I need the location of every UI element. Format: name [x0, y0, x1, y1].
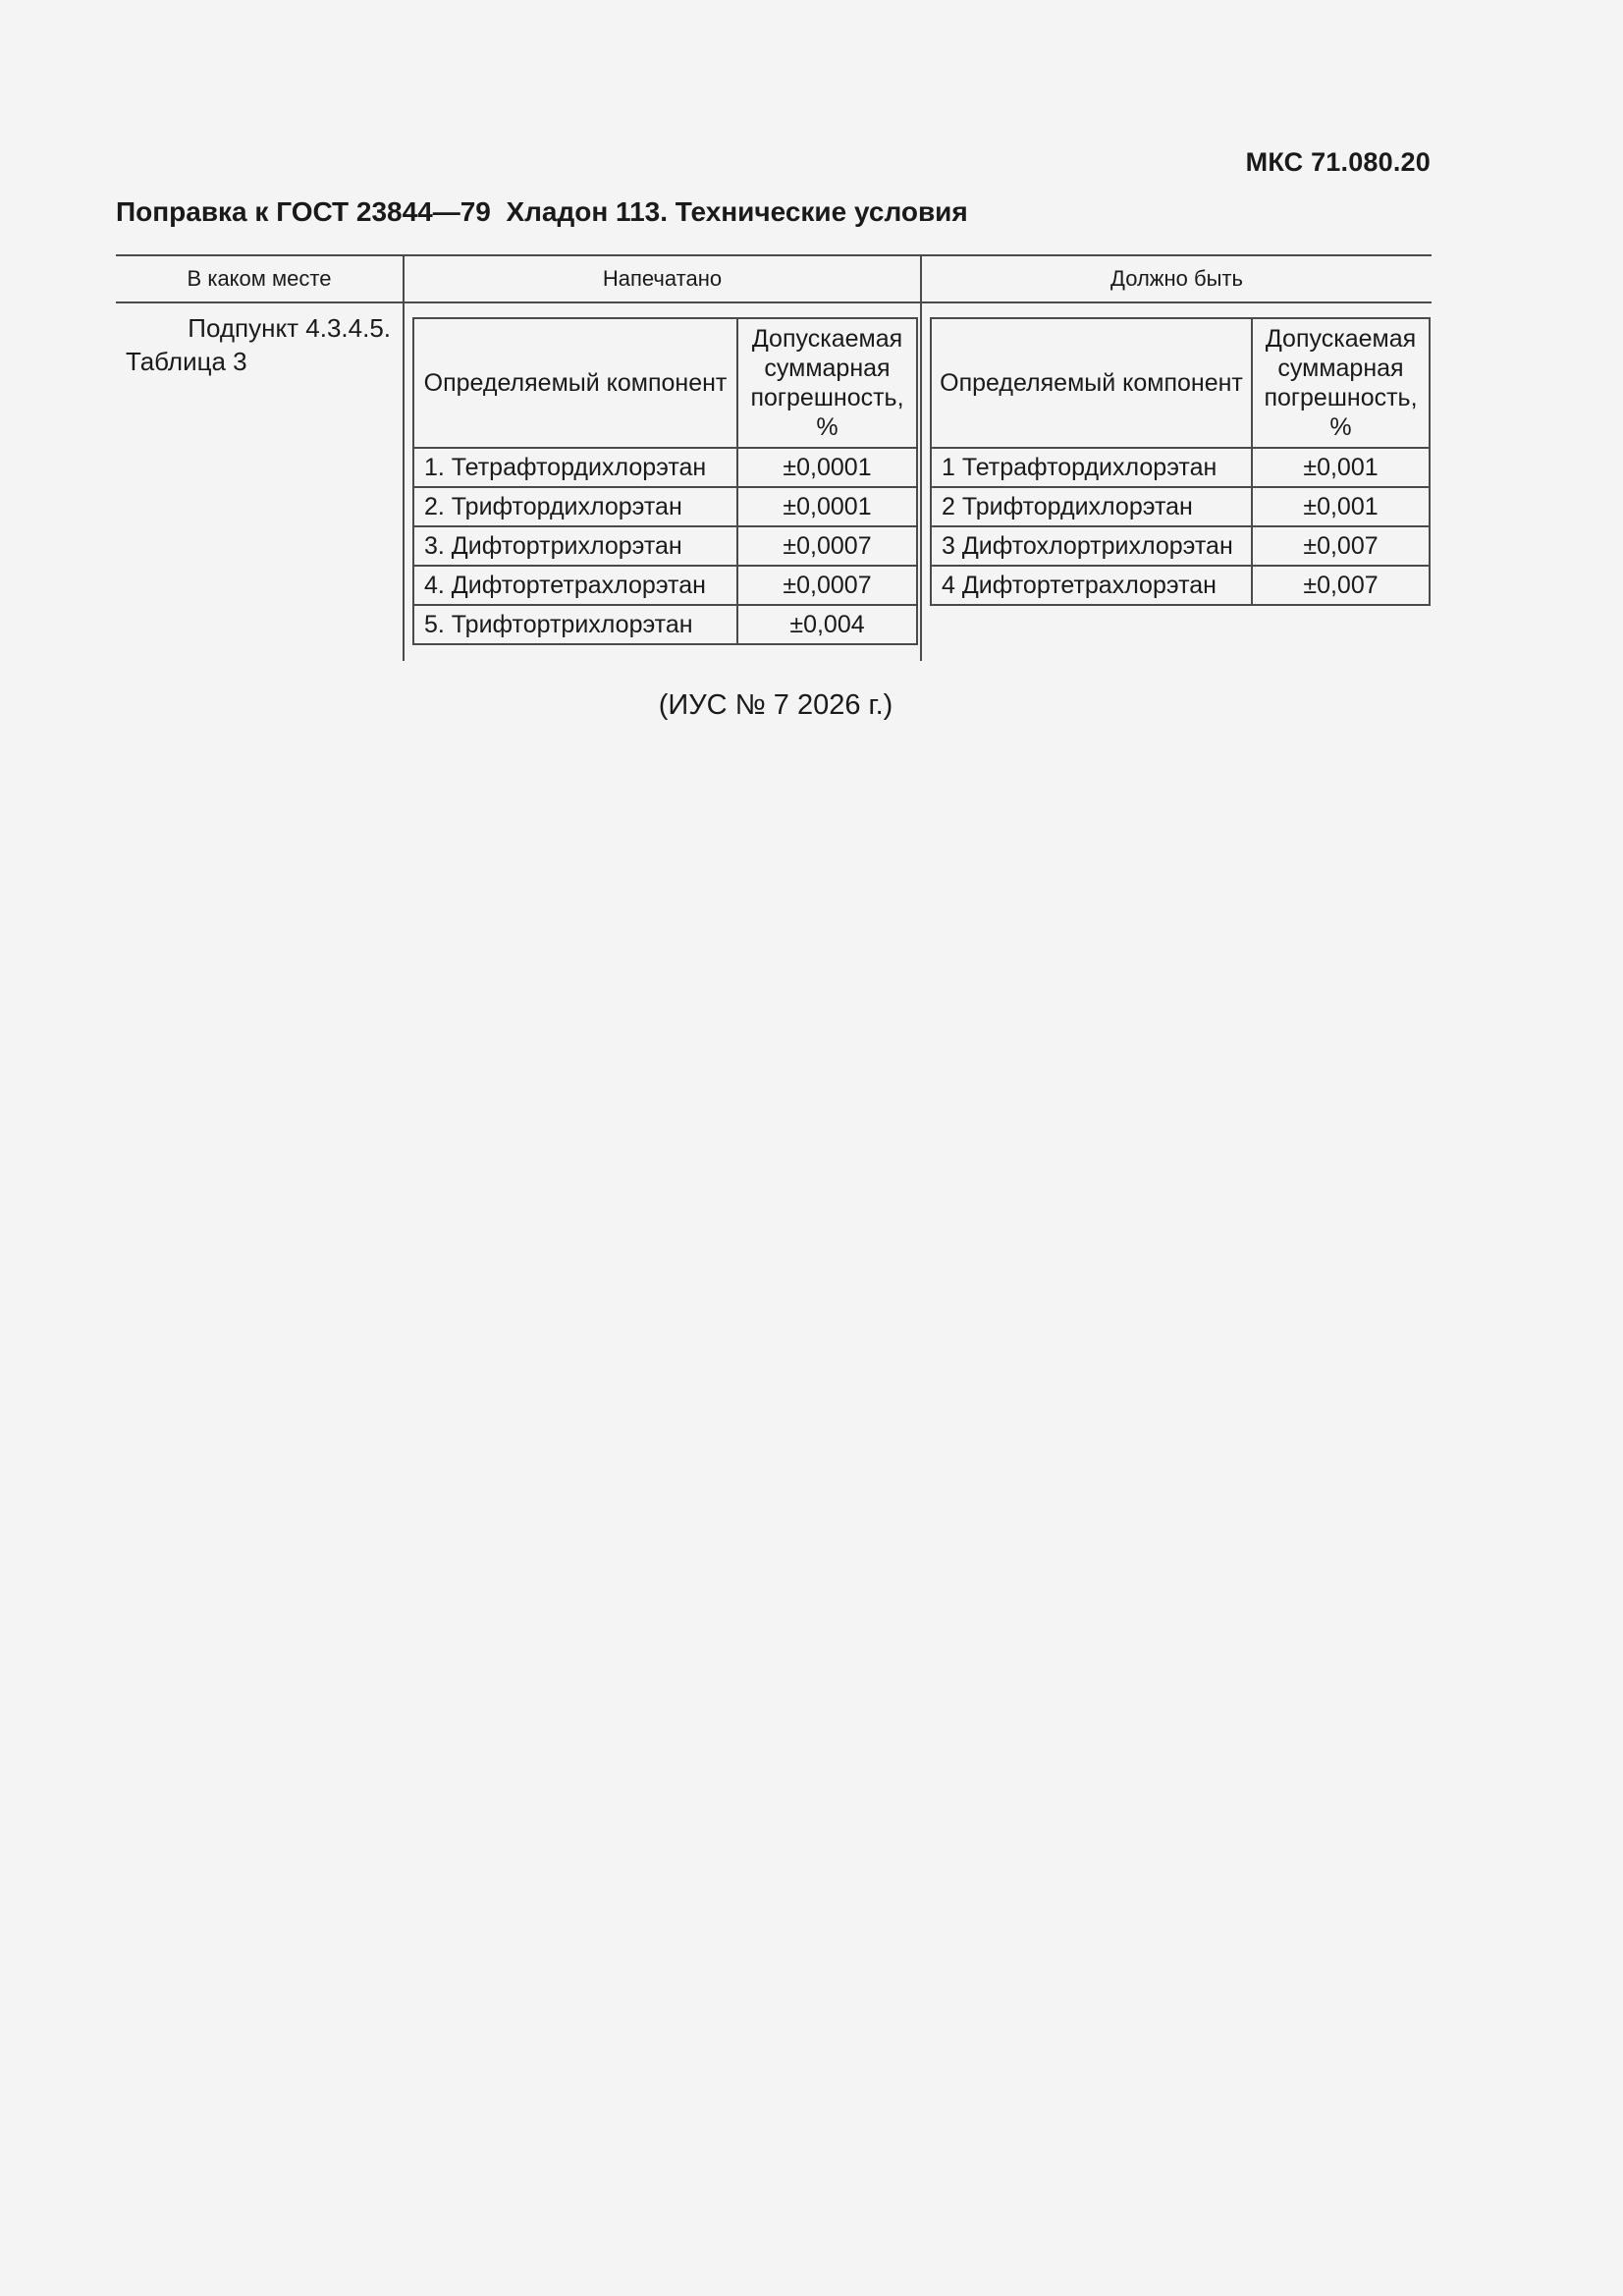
printed-table [412, 317, 918, 645]
location-line-1: Подпункт 4.3.4.5. [188, 313, 391, 343]
printed-col-error: Допускаемая суммарная погрешность, % [737, 318, 917, 448]
component-cell: 4. Дифтортетрахлорэтан [413, 566, 737, 605]
table-row [931, 487, 1430, 526]
error-value-cell: ±0,0001 [737, 487, 917, 526]
printed-col-component: Определяемый компонент [413, 318, 737, 448]
error-value-cell: ±0,001 [1252, 448, 1430, 487]
column-divider-2 [920, 254, 922, 661]
column-divider-1 [403, 254, 405, 661]
column-header-printed: Напечатано [602, 266, 723, 291]
printed-table-header [413, 318, 917, 448]
component-cell: 2 Трифтордихлорэтан [931, 487, 1252, 526]
table-row [413, 526, 917, 566]
component-cell: 3. Дифтортрихлорэтан [413, 526, 737, 566]
table-top-rule [116, 254, 1432, 256]
error-value-cell: ±0,004 [737, 605, 917, 644]
error-value-cell: ±0,007 [1252, 526, 1430, 566]
error-value-cell: ±0,0001 [737, 448, 917, 487]
location-line-2: Таблица 3 [126, 347, 247, 376]
classification-code: МКС 71.080.20 [1245, 147, 1431, 177]
error-value-cell: ±0,001 [1252, 487, 1430, 526]
component-cell: 4 Дифтортетрахлорэтан [931, 566, 1252, 605]
component-cell: 5. Трифтортрихлорэтан [413, 605, 737, 644]
correct-table [930, 317, 1431, 606]
footer-ius: (ИУС № 7 2026 г.) [658, 689, 893, 721]
table-row [931, 526, 1430, 566]
correct-col-error: Допускаемая суммарная погрешность, % [1252, 318, 1430, 448]
document-title: Поправка к ГОСТ 23844—79 Хладон 113. Технические условия [116, 196, 968, 227]
table-row [413, 605, 917, 644]
column-header-place: В каком месте [187, 266, 332, 291]
error-value-cell: ±0,0007 [737, 566, 917, 605]
component-cell: 2. Трифтордихлорэтан [413, 487, 737, 526]
correct-col-component: Определяемый компонент [931, 318, 1252, 448]
amendment-location [120, 311, 393, 378]
component-cell: 3 Дифтохлортрихлорэтан [931, 526, 1252, 566]
column-header-should-be: Должно быть [1110, 266, 1243, 291]
correct-table-header [931, 318, 1430, 448]
component-cell: 1 Тетрафтордихлорэтан [931, 448, 1252, 487]
component-cell: 1. Тетрафтордихлорэтан [413, 448, 737, 487]
table-row [931, 566, 1430, 605]
error-value-cell: ±0,0007 [737, 526, 917, 566]
amendment-table [116, 254, 1432, 661]
table-row [413, 487, 917, 526]
table-header-rule [116, 301, 1432, 303]
error-value-cell: ±0,007 [1252, 566, 1430, 605]
table-row [931, 448, 1430, 487]
table-row [413, 448, 917, 487]
table-row [413, 566, 917, 605]
